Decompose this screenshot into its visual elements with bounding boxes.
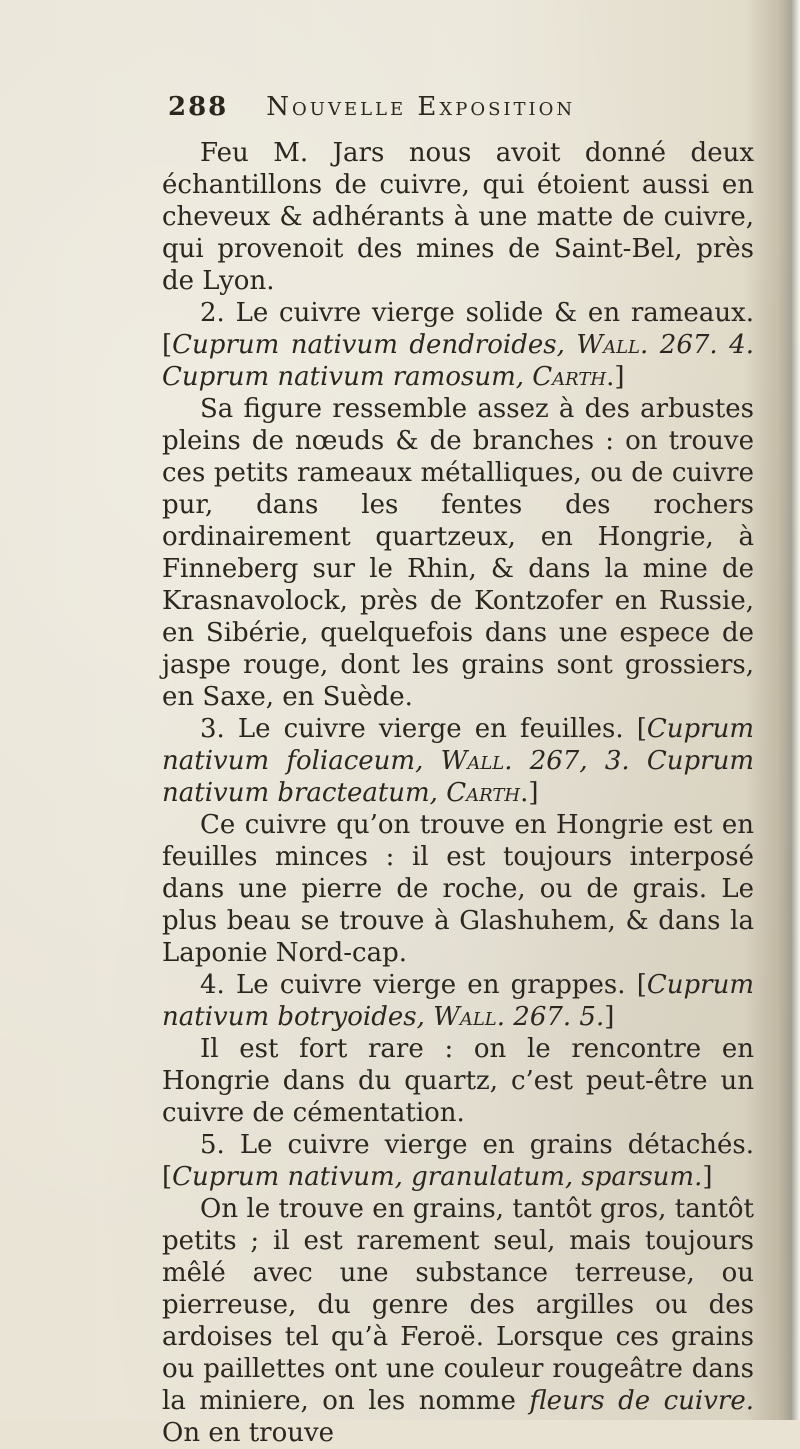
author-abbrev: Wall xyxy=(576,330,640,360)
paragraph xyxy=(162,809,754,969)
paragraph xyxy=(162,1193,754,1449)
latin-name: Cuprum nativum, granulatum, sparsum. xyxy=(172,1162,703,1192)
author-abbrev: Carth xyxy=(446,778,521,808)
paragraph xyxy=(162,1033,754,1129)
page-gutter-shadow xyxy=(778,0,800,1420)
entry-title: 2. Le cuivre vierge solide & en rameaux. [ xyxy=(162,298,754,360)
paragraph-text: Feu M. Jars nous avoit donné deux échantillons de cuivre, qui étoient aussi en cheveux & adhérants à une matte de cuivre, qui provenoit des mines de Saint-Bel, près de Lyon. xyxy=(162,138,754,296)
reference-number: . 267, 3. xyxy=(504,746,630,776)
paragraph xyxy=(162,137,754,297)
entry-heading-3 xyxy=(162,713,754,809)
author-abbrev: Wall xyxy=(440,746,505,776)
bracket-close: ] xyxy=(604,1002,615,1032)
body-text xyxy=(162,137,754,1449)
running-title: Nouvelle Exposition xyxy=(266,92,576,122)
reference-number: . 267. 4. xyxy=(640,330,754,360)
latin-name: Cuprum nativum bracteatum, xyxy=(162,746,755,808)
author-abbrev: Carth xyxy=(532,362,607,392)
paragraph-text: Sa figure ressemble assez à des arbustes pleins de nœuds & de branches : on trouve ces petits rameaux métalliques, ou de cuivre pur, dans les fentes des rochers ordinairement quartzeux, en Hongrie, à Finneberg sur le Rhin, & dans la mine de Krasnavolock, près de Kontzofer en Russie, en Sibérie, quelquefois dans une espece de jaspe rouge, dont les grains sont grossiers, en Saxe, en Suède. xyxy=(162,394,754,712)
latin-name: Cuprum nativum ramosum, xyxy=(162,362,524,392)
author-abbrev: Wall xyxy=(433,1002,497,1032)
entry-title: 4. Le cuivre vierge en grappes. [ xyxy=(200,970,647,1000)
entry-heading-2 xyxy=(162,297,754,393)
paragraph-text: On en trouve xyxy=(162,1418,335,1448)
latin-name: Cuprum nativum botryoides, xyxy=(162,970,754,1032)
paragraph-text: On le trouve en grains, tantôt gros, tantôt petits ; il est rarement seul, mais toujours mêlé avec une substance terreuse, ou pierreuse, du genre des argilles ou des ardoises tel qu’à Feroë. Lorsque ces grains ou paillettes ont une couleur rougeâtre dans la miniere, on les nomme xyxy=(162,1194,754,1416)
latin-name: Cuprum nativum dendroides, xyxy=(172,330,565,360)
bracket-close: ] xyxy=(702,1162,713,1192)
entry-heading-4 xyxy=(162,969,754,1033)
paragraph-text: Il est fort rare : on le rencontre en Hongrie dans du quartz, c’est peut-être un cuivre de cémentation. xyxy=(162,1034,754,1128)
italic-term: fleurs de cuivre. xyxy=(529,1386,754,1416)
entry-title: 3. Le cuivre vierge en feuilles. [ xyxy=(200,714,647,744)
entry-title: 5. Le cuivre vierge en grains détachés. [ xyxy=(162,1130,754,1192)
paragraph xyxy=(162,393,754,713)
reference-number: . 267. 5. xyxy=(496,1002,605,1032)
running-header xyxy=(168,92,575,122)
paragraph-text: Ce cuivre qu’on trouve en Hongrie est en feuilles minces : il est toujours interposé dans une pierre de roche, ou de grais. Le plus beau se trouve à Glashuhem, & dans la Laponie Nord-cap. xyxy=(162,810,754,968)
bracket-close: .] xyxy=(606,362,625,392)
entry-heading-5 xyxy=(162,1129,754,1193)
bracket-close: .] xyxy=(520,778,539,808)
page-number: 288 xyxy=(168,92,229,122)
latin-name: Cuprum nativum foliaceum, xyxy=(162,714,754,776)
